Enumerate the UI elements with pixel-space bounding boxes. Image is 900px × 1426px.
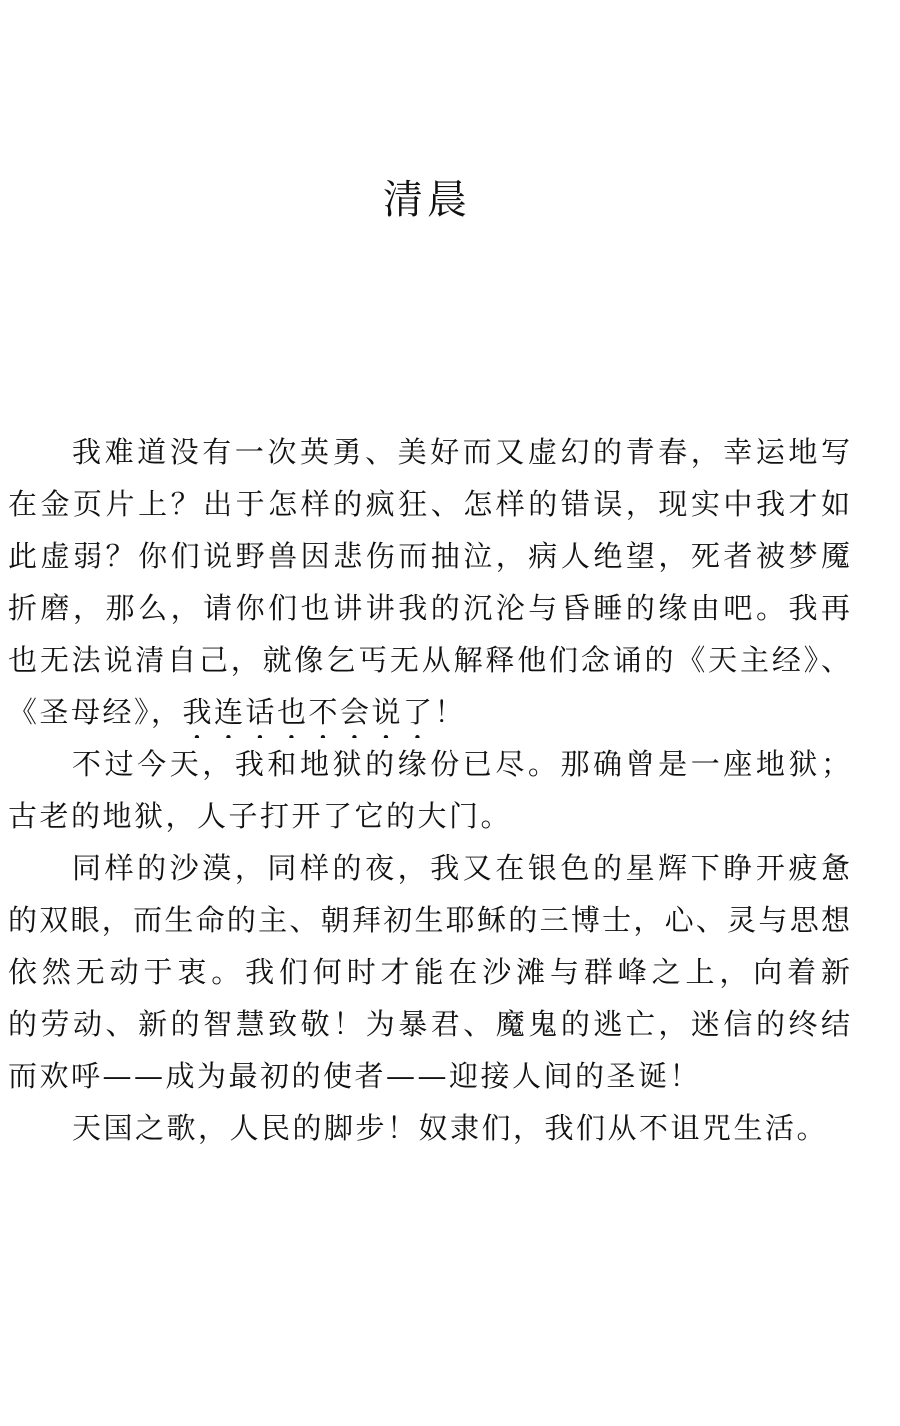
paragraph-3-line-3: 依然无动于衷。我们何时才能在沙滩与群峰之上，向着新 — [8, 955, 850, 989]
paragraph-1 — [8, 426, 850, 738]
paragraph-1-line-1: 我难道没有一次英勇、美好而又虚幻的青春，幸运地写 — [72, 435, 850, 469]
paragraph-3-line-5: 而欢呼——成为最初的使者——迎接人间的圣诞！ — [8, 1059, 702, 1093]
paragraph-2-line-2: 古老的地狱，人子打开了它的大门。 — [8, 799, 513, 833]
line-text-before-emphasis: 《圣母经》， — [8, 695, 183, 729]
paragraph-1-line-3: 此虚弱？你们说野兽因悲伤而抽泣，病人绝望，死者被梦魇 — [8, 539, 850, 573]
page-title: 清晨 — [383, 177, 471, 223]
body-text — [8, 426, 850, 1154]
paragraph-1-line-2: 在金页片上？出于怎样的疯狂、怎样的错误，现实中我才如 — [8, 487, 850, 521]
paragraph-3-line-1: 同样的沙漠，同样的夜，我又在银色的星辉下睁开疲惫 — [72, 851, 850, 885]
paragraph-3 — [8, 842, 850, 1102]
paragraph-3-line-2: 的双眼，而生命的主、朝拜初生耶稣的三博士，心、灵与思想 — [8, 903, 850, 937]
paragraph-4 — [8, 1102, 850, 1154]
line-text-after-emphasis: ！ — [434, 695, 467, 729]
paragraph-3-line-4: 的劳动、新的智慧致敬！为暴君、魔鬼的逃亡，迷信的终结 — [8, 1007, 850, 1041]
paragraph-1-line-4: 折磨，那么，请你们也讲讲我的沉沦与昏睡的缘由吧。我再 — [8, 591, 850, 625]
emphasized-text: 我连话也不会说了 — [182, 695, 435, 729]
paragraph-4-line-1: 天国之歌，人民的脚步！奴隶们，我们从不诅咒生活。 — [72, 1111, 829, 1145]
paragraph-1-line-5: 也无法说清自己，就像乞丐无从解释他们念诵的《天主经》、 — [8, 643, 850, 677]
paragraph-2 — [8, 738, 850, 842]
paragraph-1-line-6 — [8, 686, 850, 738]
paragraph-2-line-1: 不过今天，我和地狱的缘份已尽。那确曾是一座地狱； — [72, 747, 850, 781]
